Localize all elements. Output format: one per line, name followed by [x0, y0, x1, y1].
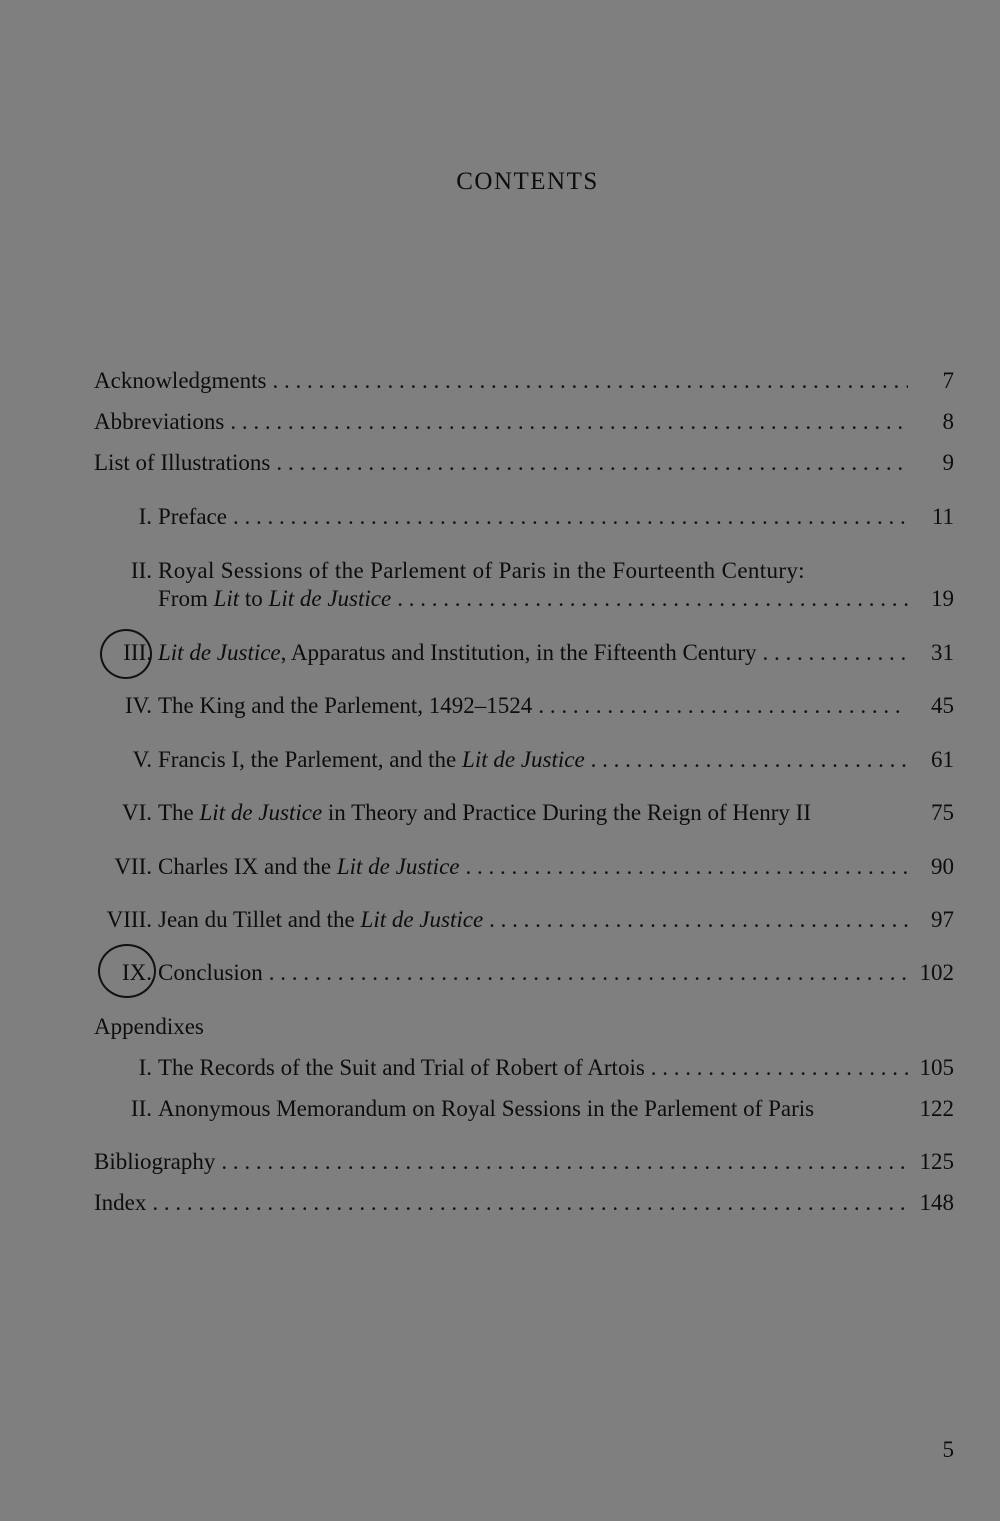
leader-dots — [538, 691, 908, 721]
entry-page: 90 — [931, 854, 954, 879]
toc-chapter-5[interactable] — [94, 745, 954, 775]
entry-page: 75 — [931, 800, 954, 825]
toc-chapter-8[interactable] — [94, 905, 954, 935]
entry-page: 102 — [919, 960, 954, 985]
toc-chapter-1[interactable] — [94, 502, 954, 532]
text-segment: , Apparatus and Institution, in the Fifteenth Century — [280, 640, 757, 665]
chapter-number: III. — [123, 640, 152, 665]
entry-page: 105 — [919, 1055, 954, 1080]
entry-title — [158, 852, 459, 882]
text-segment: Charles IX and the — [158, 854, 337, 879]
entry-page: 148 — [919, 1190, 954, 1215]
entry-page: 9 — [942, 450, 954, 475]
entry-title: The King and the Parlement, 1492–1524 — [158, 693, 533, 718]
toc-entry-acknowledgments[interactable] — [94, 366, 954, 396]
italic-segment: Lit de Justice — [336, 854, 460, 879]
chapter-number: IX. — [121, 960, 152, 985]
section-heading: Appendixes — [94, 1014, 204, 1039]
leader-dots — [397, 584, 908, 614]
italic-segment: Lit de Justice — [462, 747, 585, 772]
text-segment: From — [158, 586, 214, 611]
toc-appendix-2[interactable] — [94, 1094, 954, 1124]
leader-dots — [763, 638, 908, 668]
toc-entry-bibliography[interactable] — [94, 1147, 954, 1177]
entry-title: Acknowledgments — [94, 368, 267, 393]
leader-dots — [269, 958, 908, 988]
toc-chapter-4[interactable] — [94, 691, 954, 721]
appendix-number: I. — [138, 1055, 152, 1080]
chapter-number: IV. — [124, 693, 152, 718]
text-segment: Jean du Tillet and the — [158, 907, 361, 932]
entry-title: Anonymous Memorandum on Royal Sessions in the Parlement of Paris — [158, 1096, 815, 1121]
toc-chapter-3[interactable] — [94, 638, 954, 668]
page-title: CONTENTS — [456, 168, 599, 195]
entry-page: 7 — [942, 368, 954, 393]
toc-entry-list-of-illustrations[interactable] — [94, 448, 954, 478]
text-segment: in Theory and Practice During the Reign of Henry II — [322, 800, 811, 825]
entry-page: 8 — [942, 409, 954, 434]
appendix-number: II. — [130, 1096, 152, 1121]
chapter-number: I. — [138, 504, 152, 529]
toc-entry-abbreviations[interactable] — [94, 407, 954, 437]
appendixes-heading — [94, 1012, 954, 1042]
entry-title: The Records of the Suit and Trial of Robert of Artois — [158, 1055, 645, 1080]
entry-title: Abbreviations — [94, 409, 225, 434]
entry-page: 97 — [931, 907, 954, 932]
italic-segment: Lit de Justice — [360, 907, 484, 932]
toc-entry-index[interactable] — [94, 1188, 954, 1218]
entry-title-line1: Royal Sessions of the Parlement of Paris in the Fourteenth Century: — [158, 558, 805, 583]
handwritten-circle-mark — [98, 944, 156, 998]
entry-title-line2 — [158, 584, 391, 614]
toc-chapter-6[interactable] — [94, 798, 954, 828]
leader-dots — [651, 1053, 908, 1083]
entry-page: 19 — [931, 586, 954, 611]
entry-title: Bibliography — [94, 1149, 216, 1174]
chapter-number: V. — [132, 747, 152, 772]
chapter-number: VIII. — [106, 907, 152, 932]
toc-chapter-2-continued[interactable] — [94, 584, 954, 614]
italic-segment: Lit de Justice — [268, 586, 392, 611]
chapter-number: VII. — [114, 854, 152, 879]
leader-dots — [272, 366, 908, 396]
chapter-number: VI. — [121, 800, 152, 825]
chapter-number: II. — [130, 558, 152, 583]
entry-page: 122 — [919, 1096, 954, 1121]
leader-dots — [465, 852, 908, 882]
leader-dots — [230, 407, 908, 437]
leader-dots — [152, 1188, 908, 1218]
toc-appendix-1[interactable] — [94, 1053, 954, 1083]
entry-title: Preface — [158, 504, 227, 529]
entry-title — [158, 745, 585, 775]
leader-dots — [276, 448, 908, 478]
toc-chapter-2[interactable] — [94, 556, 954, 586]
entry-page: 31 — [931, 640, 954, 665]
leader-dots — [489, 905, 908, 935]
entry-page: 45 — [931, 693, 954, 718]
entry-page: 11 — [931, 504, 954, 529]
page-number: 5 — [942, 1437, 954, 1462]
leader-dots — [591, 745, 908, 775]
toc-chapter-7[interactable] — [94, 852, 954, 882]
entry-title: Index — [94, 1190, 147, 1215]
entry-title: Conclusion — [158, 960, 263, 985]
toc-chapter-9[interactable] — [94, 958, 954, 988]
entry-page: 61 — [931, 747, 954, 772]
italic-segment: Lit de Justice — [158, 640, 281, 665]
handwritten-circle-mark — [100, 629, 152, 679]
leader-dots — [233, 502, 908, 532]
text-segment: Francis I, the Parlement, and the — [158, 747, 463, 772]
entry-title — [158, 638, 757, 668]
leader-dots — [221, 1147, 908, 1177]
text-segment: The — [158, 800, 200, 825]
entry-title — [158, 905, 483, 935]
italic-segment: Lit de Justice — [199, 800, 323, 825]
italic-segment: Lit — [213, 586, 240, 611]
entry-title — [158, 798, 811, 828]
entry-title: List of Illustrations — [94, 450, 271, 475]
entry-page: 125 — [919, 1149, 954, 1174]
text-segment: to — [239, 586, 269, 611]
